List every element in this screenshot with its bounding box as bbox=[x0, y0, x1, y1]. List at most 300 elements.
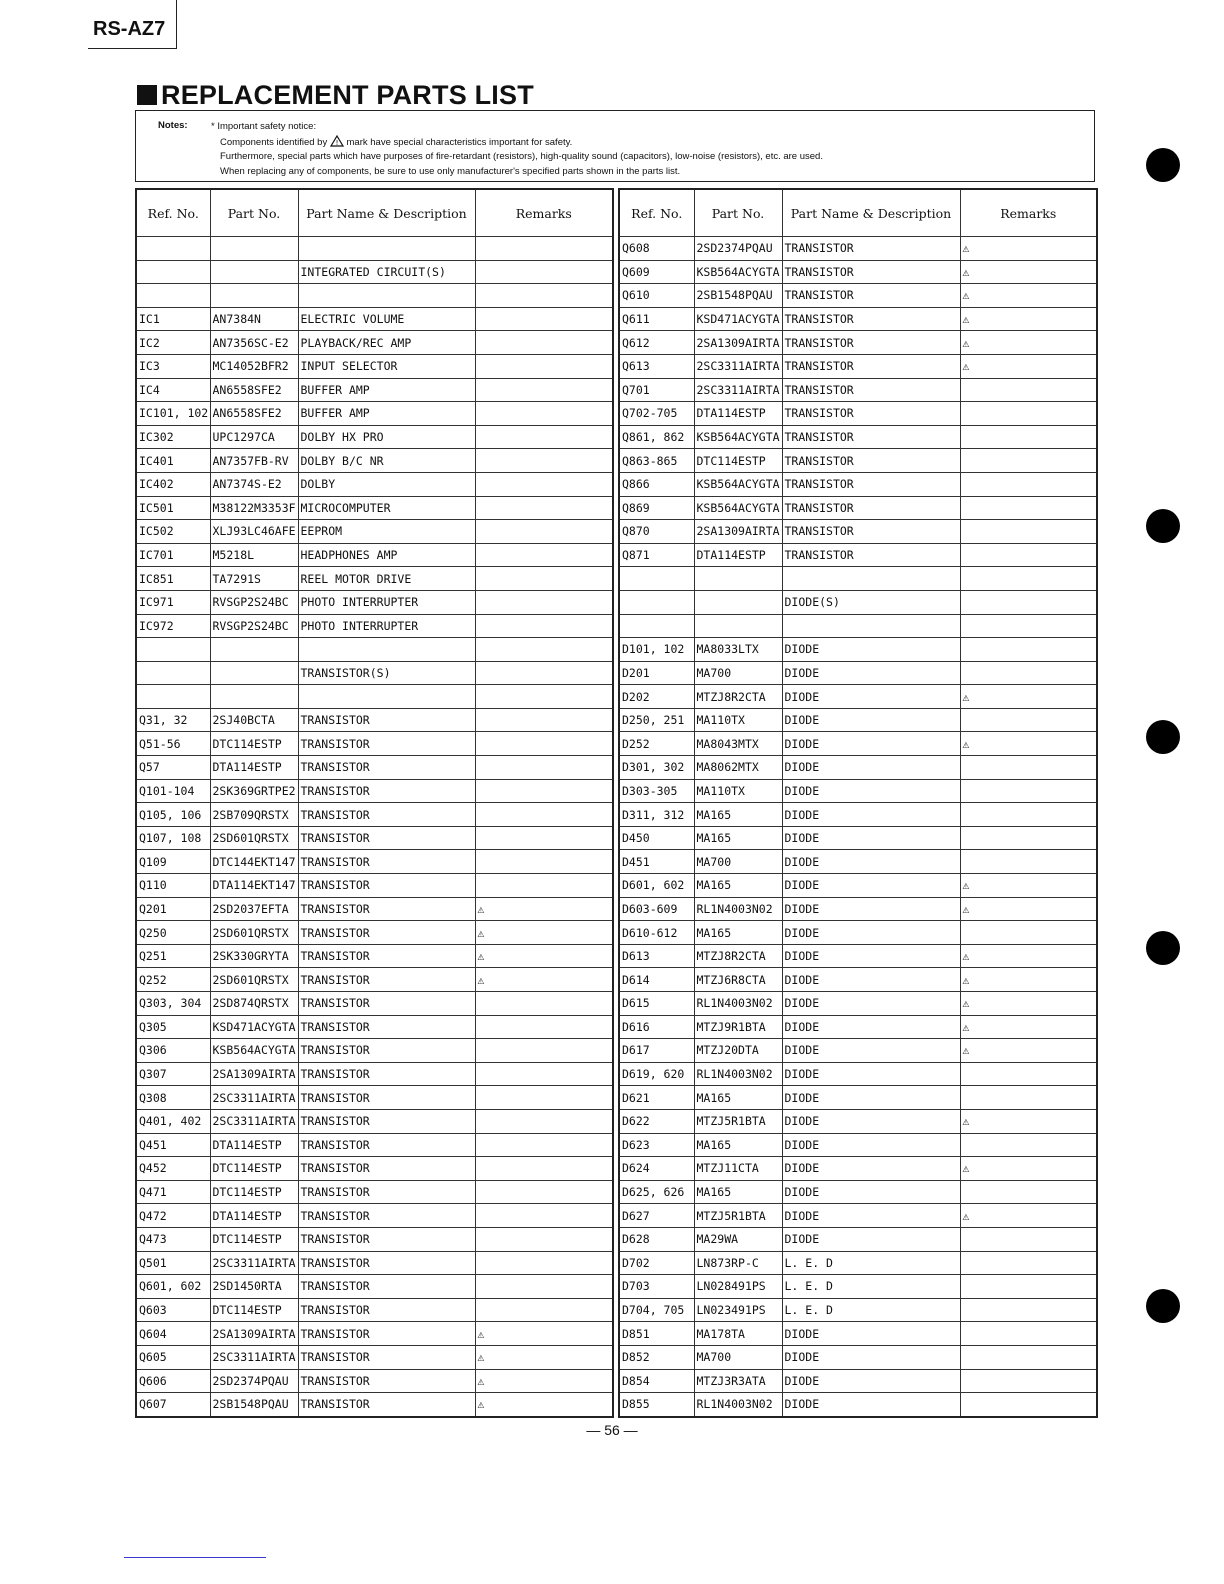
part-name-cell: DIODE bbox=[782, 1086, 960, 1110]
part-no-cell: MA700 bbox=[694, 661, 782, 685]
ref-no-cell: D855 bbox=[619, 1393, 694, 1417]
ref-no-cell: IC302 bbox=[136, 425, 210, 449]
remarks-cell: ⚠ bbox=[960, 685, 1097, 709]
ref-no-cell: IC101, 102 bbox=[136, 402, 210, 426]
part-no-cell: DTA114ESTP bbox=[210, 756, 298, 780]
ref-no-cell: IC502 bbox=[136, 520, 210, 544]
part-name-cell: TRANSISTOR bbox=[782, 378, 960, 402]
remarks-cell: ⚠ bbox=[960, 874, 1097, 898]
ref-no-cell bbox=[619, 614, 694, 638]
part-no-cell: DTA114ESTP bbox=[210, 1133, 298, 1157]
table-row bbox=[136, 944, 613, 968]
part-name-cell: TRANSISTOR bbox=[782, 237, 960, 261]
part-name-cell: DIODE bbox=[782, 732, 960, 756]
part-name-cell: TRANSISTOR bbox=[298, 1275, 475, 1299]
part-no-cell: 2SA1309AIRTA bbox=[210, 1322, 298, 1346]
table-row bbox=[136, 661, 613, 685]
table-row bbox=[136, 543, 613, 567]
ref-no-cell: Q251 bbox=[136, 944, 210, 968]
part-no-cell: DTA114ESTP bbox=[694, 402, 782, 426]
remarks-cell bbox=[475, 1086, 613, 1110]
table-row bbox=[619, 449, 1097, 473]
ref-no-cell: Q701 bbox=[619, 378, 694, 402]
ref-no-cell: Q472 bbox=[136, 1204, 210, 1228]
ref-no-cell: Q109 bbox=[136, 850, 210, 874]
remarks-cell bbox=[475, 472, 613, 496]
part-name-cell: PHOTO INTERRUPTER bbox=[298, 614, 475, 638]
ref-no-cell: Q303, 304 bbox=[136, 992, 210, 1016]
part-no-cell: AN7384N bbox=[210, 307, 298, 331]
table-row bbox=[619, 638, 1097, 662]
remarks-cell bbox=[475, 307, 613, 331]
table-row bbox=[136, 779, 613, 803]
part-name-cell: TRANSISTOR bbox=[298, 1039, 475, 1063]
remarks-cell bbox=[475, 1133, 613, 1157]
part-no-cell: MA8043MTX bbox=[694, 732, 782, 756]
part-name-cell: DIODE bbox=[782, 897, 960, 921]
remarks-cell: ⚠ bbox=[960, 260, 1097, 284]
binder-hole-5 bbox=[1146, 1289, 1180, 1323]
part-name-cell: TRANSISTOR bbox=[298, 897, 475, 921]
part-name-cell: TRANSISTOR bbox=[298, 968, 475, 992]
remarks-cell bbox=[475, 237, 613, 261]
table-row bbox=[136, 1298, 613, 1322]
part-no-cell: KSB564ACYGTA bbox=[694, 425, 782, 449]
header-part-no: Part No. bbox=[210, 189, 298, 237]
table-row bbox=[619, 1062, 1097, 1086]
ref-no-cell: Q606 bbox=[136, 1369, 210, 1393]
ref-no-cell bbox=[136, 661, 210, 685]
table-row bbox=[619, 897, 1097, 921]
page-title bbox=[137, 80, 534, 111]
remarks-cell bbox=[960, 826, 1097, 850]
table-row bbox=[619, 1345, 1097, 1369]
part-name-cell: DIODE bbox=[782, 1322, 960, 1346]
model-label: RS-AZ7 bbox=[93, 18, 166, 40]
table-row bbox=[136, 850, 613, 874]
table-row bbox=[136, 803, 613, 827]
part-no-cell: MA110TX bbox=[694, 708, 782, 732]
part-name-cell: DIODE bbox=[782, 1369, 960, 1393]
part-name-cell: DIODE bbox=[782, 968, 960, 992]
header-part-no: Part No. bbox=[694, 189, 782, 237]
remarks-cell: ⚠ bbox=[475, 944, 613, 968]
part-no-cell: MA8062MTX bbox=[694, 756, 782, 780]
title-square-bullet bbox=[137, 85, 157, 105]
part-name-cell: DIODE bbox=[782, 1015, 960, 1039]
ref-no-cell: D854 bbox=[619, 1369, 694, 1393]
part-no-cell: MA165 bbox=[694, 803, 782, 827]
table-row bbox=[136, 496, 613, 520]
binder-hole-4 bbox=[1146, 931, 1180, 965]
part-no-cell: DTC114ESTP bbox=[210, 1180, 298, 1204]
table-row bbox=[136, 402, 613, 426]
part-name-cell: DIODE bbox=[782, 1204, 960, 1228]
part-no-cell: MA165 bbox=[694, 826, 782, 850]
remarks-cell bbox=[475, 1157, 613, 1181]
part-name-cell: DOLBY bbox=[298, 472, 475, 496]
ref-no-cell: Q609 bbox=[619, 260, 694, 284]
remarks-cell bbox=[960, 425, 1097, 449]
header-rule-horizontal bbox=[88, 48, 177, 49]
table-row bbox=[619, 378, 1097, 402]
ref-no-cell: Q471 bbox=[136, 1180, 210, 1204]
table-row bbox=[136, 1227, 613, 1251]
part-name-cell: TRANSISTOR bbox=[298, 1322, 475, 1346]
ref-no-cell: Q605 bbox=[136, 1345, 210, 1369]
table-row bbox=[136, 614, 613, 638]
part-name-cell: DIODE bbox=[782, 1393, 960, 1417]
part-no-cell: MA165 bbox=[694, 874, 782, 898]
part-no-cell: DTC114ESTP bbox=[210, 1157, 298, 1181]
table-row bbox=[619, 1227, 1097, 1251]
part-no-cell: 2SD2374PQAU bbox=[210, 1369, 298, 1393]
part-no-cell: KSD471ACYGTA bbox=[694, 307, 782, 331]
table-row bbox=[619, 803, 1097, 827]
part-name-cell: L. E. D bbox=[782, 1275, 960, 1299]
remarks-cell: ⚠ bbox=[960, 331, 1097, 355]
remarks-cell: ⚠ bbox=[475, 1345, 613, 1369]
remarks-cell bbox=[960, 1298, 1097, 1322]
part-name-cell: TRANSISTOR bbox=[298, 708, 475, 732]
ref-no-cell: D301, 302 bbox=[619, 756, 694, 780]
part-name-cell: TRANSISTOR bbox=[298, 921, 475, 945]
remarks-cell bbox=[475, 850, 613, 874]
part-no-cell: RVSGP2S24BC bbox=[210, 614, 298, 638]
table-row bbox=[136, 1015, 613, 1039]
remarks-cell bbox=[475, 708, 613, 732]
remarks-cell: ⚠ bbox=[960, 968, 1097, 992]
part-name-cell: TRANSISTOR bbox=[782, 260, 960, 284]
part-name-cell: DIODE bbox=[782, 1109, 960, 1133]
remarks-cell: ⚠ bbox=[475, 1322, 613, 1346]
part-name-cell: DIODE bbox=[782, 1157, 960, 1181]
part-no-cell: 2SC3311AIRTA bbox=[694, 354, 782, 378]
parts-table-right-body bbox=[619, 237, 1097, 1417]
remarks-cell: ⚠ bbox=[475, 897, 613, 921]
table-row bbox=[619, 1204, 1097, 1228]
table-row bbox=[619, 921, 1097, 945]
ref-no-cell: Q252 bbox=[136, 968, 210, 992]
part-name-cell: DIODE bbox=[782, 1345, 960, 1369]
table-row bbox=[619, 496, 1097, 520]
part-name-cell: TRANSISTOR bbox=[298, 1369, 475, 1393]
part-no-cell: XLJ93LC46AFE bbox=[210, 520, 298, 544]
table-row bbox=[136, 307, 613, 331]
remarks-cell bbox=[475, 1015, 613, 1039]
part-no-cell: MA29WA bbox=[694, 1227, 782, 1251]
remarks-cell bbox=[960, 1180, 1097, 1204]
remarks-cell bbox=[960, 543, 1097, 567]
part-no-cell: 2SD2374PQAU bbox=[694, 237, 782, 261]
header-remarks: Remarks bbox=[960, 189, 1097, 237]
part-name-cell: L. E. D bbox=[782, 1298, 960, 1322]
part-no-cell: AN6558SFE2 bbox=[210, 378, 298, 402]
part-no-cell: MA8033LTX bbox=[694, 638, 782, 662]
remarks-cell bbox=[960, 708, 1097, 732]
table-row bbox=[619, 1086, 1097, 1110]
binder-hole-2 bbox=[1146, 509, 1180, 543]
table-row bbox=[619, 1393, 1097, 1417]
remarks-cell bbox=[960, 520, 1097, 544]
part-name-cell: DIODE bbox=[782, 944, 960, 968]
part-no-cell: 2SK330GRYTA bbox=[210, 944, 298, 968]
remarks-cell: ⚠ bbox=[960, 354, 1097, 378]
remarks-cell: ⚠ bbox=[475, 1369, 613, 1393]
part-no-cell: 2SA1309AIRTA bbox=[694, 520, 782, 544]
part-no-cell: 2SD601QRSTX bbox=[210, 968, 298, 992]
part-name-cell: TRANSISTOR bbox=[298, 850, 475, 874]
header-remarks: Remarks bbox=[475, 189, 613, 237]
remarks-cell bbox=[960, 1275, 1097, 1299]
part-name-cell: TRANSISTOR bbox=[298, 1393, 475, 1417]
part-no-cell: LN023491PS bbox=[694, 1298, 782, 1322]
notes-line-2 bbox=[211, 135, 823, 151]
ref-no-cell bbox=[136, 638, 210, 662]
part-no-cell: MTZJ20DTA bbox=[694, 1039, 782, 1063]
table-row bbox=[136, 826, 613, 850]
part-name-cell: TRANSISTOR bbox=[298, 1133, 475, 1157]
ref-no-cell: D101, 102 bbox=[619, 638, 694, 662]
remarks-cell bbox=[960, 1062, 1097, 1086]
part-no-cell: 2SB1548PQAU bbox=[210, 1393, 298, 1417]
part-no-cell bbox=[210, 685, 298, 709]
remarks-cell bbox=[475, 779, 613, 803]
remarks-cell bbox=[960, 449, 1097, 473]
remarks-cell bbox=[475, 1204, 613, 1228]
part-name-cell: DIODE bbox=[782, 803, 960, 827]
ref-no-cell: D450 bbox=[619, 826, 694, 850]
table-row bbox=[136, 992, 613, 1016]
ref-no-cell: IC401 bbox=[136, 449, 210, 473]
table-row bbox=[136, 921, 613, 945]
ref-no-cell: Q501 bbox=[136, 1251, 210, 1275]
part-no-cell: 2SC3311AIRTA bbox=[210, 1086, 298, 1110]
table-row bbox=[619, 826, 1097, 850]
ref-no-cell: IC851 bbox=[136, 567, 210, 591]
part-name-cell bbox=[298, 237, 475, 261]
table-row bbox=[136, 897, 613, 921]
ref-no-cell: Q452 bbox=[136, 1157, 210, 1181]
part-no-cell: MTZJ3R3ATA bbox=[694, 1369, 782, 1393]
remarks-cell bbox=[960, 378, 1097, 402]
table-row bbox=[619, 1251, 1097, 1275]
part-no-cell bbox=[210, 284, 298, 308]
table-row bbox=[136, 1345, 613, 1369]
part-no-cell: 2SD2037EFTA bbox=[210, 897, 298, 921]
table-row bbox=[136, 708, 613, 732]
table-header-row bbox=[619, 189, 1097, 237]
table-row bbox=[619, 354, 1097, 378]
part-name-cell: TRANSISTOR bbox=[298, 1345, 475, 1369]
table-row bbox=[619, 661, 1097, 685]
part-name-cell: DIODE bbox=[782, 685, 960, 709]
part-name-cell: TRANSISTOR bbox=[298, 1251, 475, 1275]
part-no-cell: RL1N4003N02 bbox=[694, 992, 782, 1016]
table-row bbox=[136, 1133, 613, 1157]
part-name-cell: TRANSISTOR bbox=[298, 1298, 475, 1322]
part-no-cell: LN873RP-C bbox=[694, 1251, 782, 1275]
remarks-cell bbox=[475, 1180, 613, 1204]
notes-box bbox=[135, 110, 1095, 182]
remarks-cell bbox=[475, 260, 613, 284]
remarks-cell: ⚠ bbox=[960, 1015, 1097, 1039]
remarks-cell: ⚠ bbox=[960, 992, 1097, 1016]
part-no-cell: RL1N4003N02 bbox=[694, 1062, 782, 1086]
table-row bbox=[619, 992, 1097, 1016]
remarks-cell bbox=[475, 1062, 613, 1086]
part-name-cell: TRANSISTOR bbox=[782, 354, 960, 378]
part-no-cell: DTC114ESTP bbox=[210, 732, 298, 756]
remarks-cell bbox=[960, 1133, 1097, 1157]
remarks-cell bbox=[475, 354, 613, 378]
remarks-cell bbox=[475, 732, 613, 756]
part-no-cell bbox=[694, 614, 782, 638]
table-row bbox=[619, 1369, 1097, 1393]
ref-no-cell: IC1 bbox=[136, 307, 210, 331]
part-no-cell: DTC144EKT147 bbox=[210, 850, 298, 874]
ref-no-cell: D702 bbox=[619, 1251, 694, 1275]
remarks-cell: ⚠ bbox=[960, 1039, 1097, 1063]
remarks-cell bbox=[475, 638, 613, 662]
binder-hole-1 bbox=[1146, 148, 1180, 182]
part-no-cell: MTZJ11CTA bbox=[694, 1157, 782, 1181]
part-name-cell: DOLBY HX PRO bbox=[298, 425, 475, 449]
remarks-cell bbox=[960, 1227, 1097, 1251]
part-name-cell bbox=[298, 284, 475, 308]
part-name-cell: TRANSISTOR bbox=[298, 732, 475, 756]
part-no-cell: MTZJ5R1BTA bbox=[694, 1109, 782, 1133]
remarks-cell bbox=[960, 402, 1097, 426]
table-row bbox=[619, 1322, 1097, 1346]
part-name-cell: TRANSISTOR bbox=[298, 992, 475, 1016]
part-no-cell: 2SA1309AIRTA bbox=[210, 1062, 298, 1086]
remarks-cell bbox=[475, 1227, 613, 1251]
table-row bbox=[619, 1157, 1097, 1181]
ref-no-cell: Q613 bbox=[619, 354, 694, 378]
ref-no-cell: D303-305 bbox=[619, 779, 694, 803]
part-no-cell: 2SK369GRTPE2 bbox=[210, 779, 298, 803]
part-no-cell: MTZJ5R1BTA bbox=[694, 1204, 782, 1228]
ref-no-cell: D252 bbox=[619, 732, 694, 756]
page-title-text: REPLACEMENT PARTS LIST bbox=[161, 80, 534, 110]
ref-no-cell: Q473 bbox=[136, 1227, 210, 1251]
part-no-cell bbox=[694, 567, 782, 591]
table-row bbox=[136, 472, 613, 496]
table-row bbox=[136, 756, 613, 780]
table-row bbox=[619, 614, 1097, 638]
ref-no-cell: D601, 602 bbox=[619, 874, 694, 898]
part-name-cell: DIODE bbox=[782, 1039, 960, 1063]
header-ref-no: Ref. No. bbox=[619, 189, 694, 237]
part-name-cell: EEPROM bbox=[298, 520, 475, 544]
table-row bbox=[136, 378, 613, 402]
table-row bbox=[136, 425, 613, 449]
part-no-cell: KSB564ACYGTA bbox=[694, 260, 782, 284]
part-name-cell: INPUT SELECTOR bbox=[298, 354, 475, 378]
part-name-cell: HEADPHONES AMP bbox=[298, 543, 475, 567]
table-row bbox=[136, 1393, 613, 1417]
remarks-cell bbox=[475, 378, 613, 402]
ref-no-cell: Q105, 106 bbox=[136, 803, 210, 827]
table-row bbox=[136, 1251, 613, 1275]
part-no-cell: M38122M3353F bbox=[210, 496, 298, 520]
part-no-cell: RVSGP2S24BC bbox=[210, 590, 298, 614]
ref-no-cell: D617 bbox=[619, 1039, 694, 1063]
ref-no-cell bbox=[619, 590, 694, 614]
ref-no-cell: D703 bbox=[619, 1275, 694, 1299]
part-name-cell: BUFFER AMP bbox=[298, 402, 475, 426]
table-row bbox=[136, 590, 613, 614]
ref-no-cell: D202 bbox=[619, 685, 694, 709]
remarks-cell: ⚠ bbox=[475, 1393, 613, 1417]
part-name-cell: DIODE bbox=[782, 921, 960, 945]
remarks-cell bbox=[475, 1275, 613, 1299]
part-no-cell: MA165 bbox=[694, 1133, 782, 1157]
table-row bbox=[136, 874, 613, 898]
table-row bbox=[619, 732, 1097, 756]
ref-no-cell: Q866 bbox=[619, 472, 694, 496]
part-name-cell: TRANSISTOR bbox=[298, 1157, 475, 1181]
ref-no-cell: IC2 bbox=[136, 331, 210, 355]
ref-no-cell: Q101-104 bbox=[136, 779, 210, 803]
ref-no-cell: Q869 bbox=[619, 496, 694, 520]
part-no-cell: MA165 bbox=[694, 1086, 782, 1110]
part-no-cell: MTZJ9R1BTA bbox=[694, 1015, 782, 1039]
remarks-cell bbox=[475, 496, 613, 520]
table-row bbox=[136, 1322, 613, 1346]
part-name-cell bbox=[782, 567, 960, 591]
table-row bbox=[136, 1039, 613, 1063]
ref-no-cell: D625, 626 bbox=[619, 1180, 694, 1204]
remarks-cell bbox=[960, 1345, 1097, 1369]
table-row bbox=[619, 284, 1097, 308]
remarks-cell: ⚠ bbox=[960, 284, 1097, 308]
ref-no-cell: Q107, 108 bbox=[136, 826, 210, 850]
remarks-cell bbox=[960, 614, 1097, 638]
remarks-cell bbox=[475, 756, 613, 780]
table-row bbox=[619, 331, 1097, 355]
ref-no-cell: Q601, 602 bbox=[136, 1275, 210, 1299]
table-row bbox=[619, 543, 1097, 567]
ref-no-cell: Q612 bbox=[619, 331, 694, 355]
part-no-cell: M5218L bbox=[210, 543, 298, 567]
table-row bbox=[136, 1109, 613, 1133]
ref-no-cell: Q306 bbox=[136, 1039, 210, 1063]
part-no-cell: 2SC3311AIRTA bbox=[210, 1251, 298, 1275]
part-no-cell bbox=[210, 237, 298, 261]
part-name-cell: TRANSISTOR bbox=[298, 826, 475, 850]
ref-no-cell: Q51-56 bbox=[136, 732, 210, 756]
remarks-cell bbox=[960, 1086, 1097, 1110]
page-number: — 56 — bbox=[586, 1422, 638, 1438]
ref-no-cell: D603-609 bbox=[619, 897, 694, 921]
table-row bbox=[136, 638, 613, 662]
part-no-cell: KSB564ACYGTA bbox=[694, 472, 782, 496]
part-name-cell: TRANSISTOR bbox=[782, 402, 960, 426]
remarks-cell bbox=[475, 1109, 613, 1133]
part-name-cell: DIODE bbox=[782, 779, 960, 803]
part-name-cell bbox=[782, 614, 960, 638]
table-row bbox=[136, 284, 613, 308]
notes-lines bbox=[211, 120, 823, 179]
ref-no-cell bbox=[136, 260, 210, 284]
svg-text:!: ! bbox=[335, 138, 339, 147]
table-row bbox=[136, 331, 613, 355]
table-row bbox=[619, 1298, 1097, 1322]
notes-line-2b: mark have special characteristics important for safety. bbox=[346, 136, 573, 148]
table-row bbox=[136, 1275, 613, 1299]
